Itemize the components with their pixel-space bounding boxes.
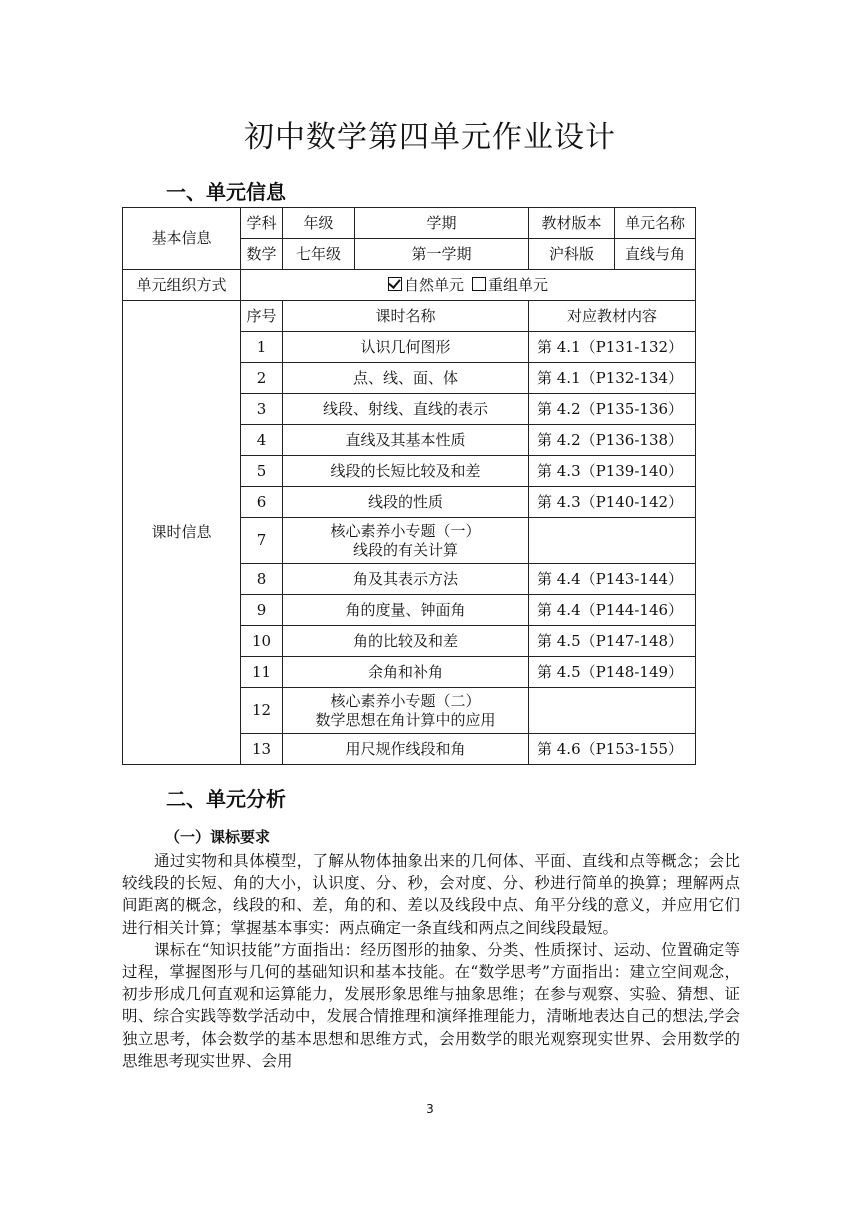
table-row xyxy=(123,270,696,301)
lesson-textbook-ref: 第 4.5（P147-148） xyxy=(529,626,696,657)
lesson-number: 3 xyxy=(241,394,283,425)
lesson-textbook-ref: 第 4.1（P131-132） xyxy=(529,332,696,363)
lesson-number: 1 xyxy=(241,332,283,363)
lesson-textbook-ref: 第 4.2（P136-138） xyxy=(529,425,696,456)
page-number: 3 xyxy=(426,1102,434,1116)
page-title: 初中数学第四单元作业设计 xyxy=(244,120,616,155)
lesson-name xyxy=(283,734,529,765)
lesson-name-line: 认识几何图形 xyxy=(360,337,451,356)
lesson-name-line: 点、线、面、体 xyxy=(352,368,458,387)
lesson-number: 2 xyxy=(241,363,283,394)
lesson-name xyxy=(283,564,529,595)
checked-box-icon xyxy=(388,277,402,291)
lesson-name xyxy=(283,456,529,487)
lesson-name xyxy=(283,394,529,425)
lesson-number: 8 xyxy=(241,564,283,595)
lesson-textbook-ref: 第 4.4（P144-146） xyxy=(529,595,696,626)
value-cell: 直线与角 xyxy=(615,239,696,270)
lesson-name-line: 直线及其基本性质 xyxy=(345,430,466,449)
lesson-name-line: 角的比较及和差 xyxy=(352,631,458,650)
lesson-number: 13 xyxy=(241,734,283,765)
value-cell: 第一学期 xyxy=(355,239,529,270)
lesson-textbook-ref: 第 4.3（P139-140） xyxy=(529,456,696,487)
section-heading-unit-analysis: 二、单元分析 xyxy=(166,787,286,811)
lesson-header-cell: 序号 xyxy=(241,301,283,332)
org-label: 单元组织方式 xyxy=(123,270,241,301)
header-cell: 教材版本 xyxy=(529,208,615,239)
lesson-name-line: 数学思想在角计算中的应用 xyxy=(315,710,496,729)
lesson-header-cell: 课时名称 xyxy=(283,301,529,332)
lesson-number: 11 xyxy=(241,657,283,688)
paragraph: 通过实物和具体模型，了解从物体抽象出来的几何体、平面、直线和点等概念；会比较线段的长短、角的大小，认识度、分、秒，会对度、分、秒进行简单的换算；理解两点间距离的概念，线段的和、差，角的和、差以及线段中点、角平分线的意义，并应用它们进行相关计算；掌握基本事实：两点确定一条直线和两点之间线段最短。 xyxy=(122,852,740,937)
lesson-name xyxy=(283,487,529,518)
unchecked-box-icon xyxy=(472,277,486,291)
header-cell: 学期 xyxy=(355,208,529,239)
lesson-number: 5 xyxy=(241,456,283,487)
lesson-textbook-ref: 第 4.6（P153-155） xyxy=(529,734,696,765)
lesson-number: 6 xyxy=(241,487,283,518)
lesson-name-line: 线段的性质 xyxy=(367,492,443,511)
section-heading-unit-info: 一、单元信息 xyxy=(166,180,286,204)
lesson-name xyxy=(283,332,529,363)
lesson-name-line: 线段、射线、直线的表示 xyxy=(322,399,488,418)
basic-info-label: 基本信息 xyxy=(123,208,241,270)
header-cell: 学科 xyxy=(241,208,283,239)
value-cell: 沪科版 xyxy=(529,239,615,270)
lesson-name-line: 核心素养小专题（二） xyxy=(330,691,481,710)
lesson-textbook-ref: 第 4.2（P135-136） xyxy=(529,394,696,425)
lesson-name-line: 角及其表示方法 xyxy=(352,569,458,588)
lesson-name-line: 线段的有关计算 xyxy=(352,540,458,559)
lesson-header-cell: 对应教材内容 xyxy=(529,301,696,332)
unit-info-table xyxy=(122,207,696,765)
lesson-number: 12 xyxy=(241,688,283,734)
lesson-name xyxy=(283,657,529,688)
org-option-regroup: 重组单元 xyxy=(488,275,549,294)
body-text xyxy=(122,850,740,1072)
org-option-natural: 自然单元 xyxy=(403,275,464,294)
lesson-name xyxy=(283,425,529,456)
lesson-textbook-ref xyxy=(529,518,696,564)
lesson-name-line: 核心素养小专题（一） xyxy=(330,521,481,540)
table-row xyxy=(123,301,696,332)
lesson-name xyxy=(283,363,529,394)
org-options xyxy=(241,270,696,301)
lesson-name-line: 线段的长短比较及和差 xyxy=(330,461,481,480)
lesson-name-line: 角的度量、钟面角 xyxy=(345,600,466,619)
lesson-name xyxy=(283,688,529,734)
lesson-textbook-ref: 第 4.1（P132-134） xyxy=(529,363,696,394)
lesson-number: 9 xyxy=(241,595,283,626)
lesson-textbook-ref xyxy=(529,688,696,734)
table-row xyxy=(123,208,696,239)
lesson-name xyxy=(283,626,529,657)
paragraph: 课标在“知识技能”方面指出：经历图形的抽象、分类、性质探讨、运动、位置确定等过程，掌握图形与几何的基础知识和基本技能。在“数学思考”方面指出：建立空间观念，初步形成几何直观和运算能力，发展形象思维与抽象思维；在参与观察、实验、猜想、证明、综合实践等数学活动中，发展合情推理和演绎推理能力，清晰地表达自己的想法,学会独立思考，体会数学的基本思想和思维方式，会用数学的眼光观察现实世界、会用数学的思维思考现实世界、会用 xyxy=(122,940,740,1070)
lesson-textbook-ref: 第 4.4（P143-144） xyxy=(529,564,696,595)
lesson-textbook-ref: 第 4.3（P140-142） xyxy=(529,487,696,518)
value-cell: 数学 xyxy=(241,239,283,270)
lesson-number: 10 xyxy=(241,626,283,657)
lesson-number: 4 xyxy=(241,425,283,456)
lesson-info-label: 课时信息 xyxy=(123,301,241,765)
subsection-heading-standards: （一）课标要求 xyxy=(165,828,271,846)
lesson-number: 7 xyxy=(241,518,283,564)
lesson-name xyxy=(283,595,529,626)
value-cell: 七年级 xyxy=(283,239,355,270)
lesson-name xyxy=(283,518,529,564)
lesson-textbook-ref: 第 4.5（P148-149） xyxy=(529,657,696,688)
header-cell: 年级 xyxy=(283,208,355,239)
lesson-name-line: 余角和补角 xyxy=(367,662,443,681)
header-cell: 单元名称 xyxy=(615,208,696,239)
lesson-name-line: 用尺规作线段和角 xyxy=(345,739,466,758)
